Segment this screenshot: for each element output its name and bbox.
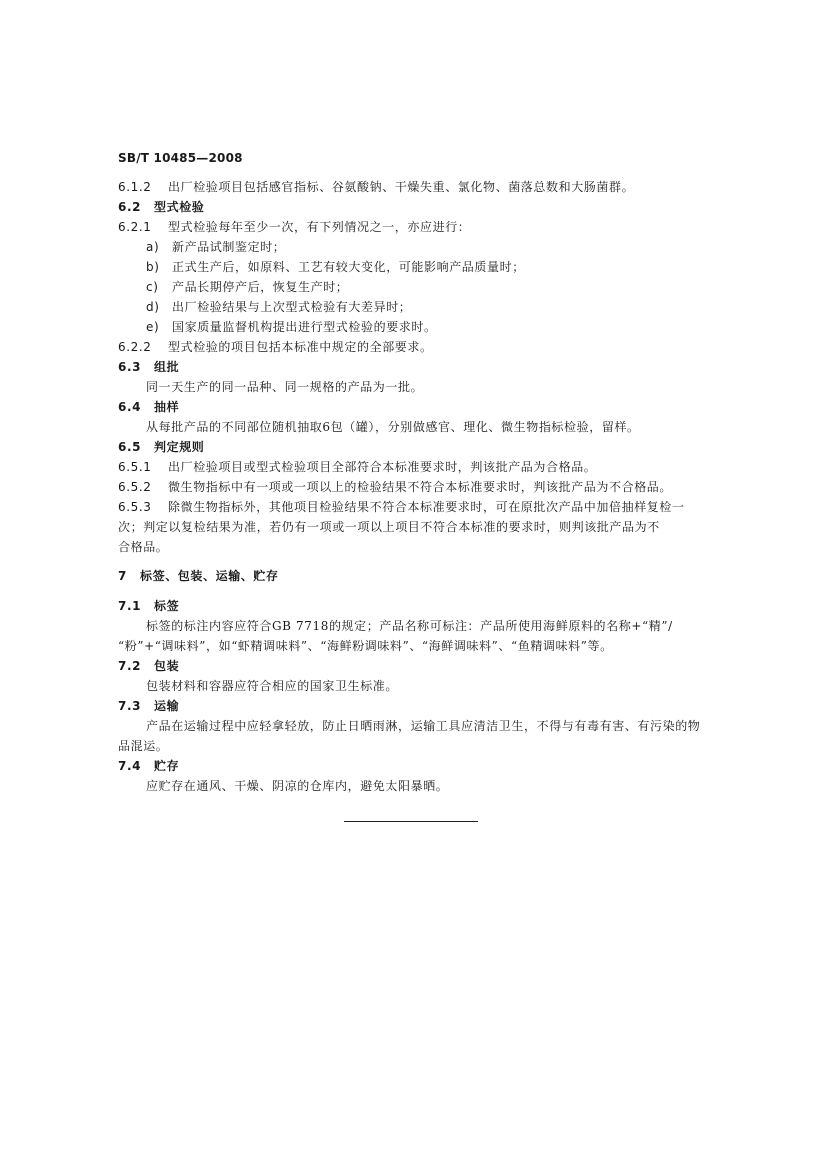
paragraph-continuation: 次；判定以复检结果为准，若仍有一项或一项以上项目不符合本标准的要求时，则判该批产品为不 [118, 520, 660, 534]
paragraph: 从每批产品的不同部位随机抽取6包（罐），分别做感官、理化、微生物指标检验，留样。 [146, 420, 640, 434]
clause-text: 微生物指标中有一项或一项以上的检验结果不符合本标准要求时，判该批产品为不合格品。 [168, 480, 673, 494]
section-7-1 [118, 598, 179, 614]
section-number: 6.4 [118, 400, 142, 414]
section-number: 6.5 [118, 440, 142, 454]
section-6-2 [118, 199, 204, 215]
clause-number: 6.1.2 [118, 180, 152, 194]
clause-text: 出厂检验项目包括感官指标、谷氨酸钠、干燥失重、氯化物、菌落总数和大肠菌群。 [168, 180, 635, 194]
list-marker: c) [146, 280, 159, 294]
list-marker: b) [146, 260, 160, 274]
end-rule [344, 821, 478, 822]
section-6-4 [118, 399, 179, 415]
list-item-a [146, 239, 285, 255]
paragraph-continuation: 品混运。 [118, 739, 169, 753]
paragraph-continuation: 合格品。 [118, 540, 169, 554]
list-text: 国家质量监督机构提出进行型式检验的要求时。 [172, 320, 437, 334]
section-number: 7.1 [118, 599, 142, 613]
paragraph: 包装材料和容器应符合相应的国家卫生标准。 [146, 679, 399, 693]
section-title: 运输 [154, 699, 180, 713]
section-7-4 [118, 758, 179, 774]
list-text: 出厂检验结果与上次型式检验有大差异时； [172, 300, 412, 314]
section-title: 组批 [154, 360, 180, 374]
list-item-b [146, 259, 525, 275]
section-title: 判定规则 [154, 440, 205, 454]
section-title: 抽样 [154, 400, 180, 414]
list-text: 产品长期停产后，恢复生产时； [172, 280, 349, 294]
clause-6-2-1 [118, 219, 470, 235]
clause-number: 6.2.1 [118, 220, 152, 234]
list-marker: e) [146, 320, 160, 334]
section-number: 7.2 [118, 659, 142, 673]
section-6-5 [118, 439, 204, 455]
clause-number: 6.5.3 [118, 500, 152, 514]
section-number: 7.4 [118, 759, 142, 773]
list-text: 新产品试制鉴定时； [172, 240, 286, 254]
list-marker: d) [146, 300, 160, 314]
section-6-3 [118, 359, 179, 375]
chapter-number: 7 [118, 569, 127, 583]
section-title: 贮存 [154, 759, 180, 773]
list-text: 正式生产后，如原料、工艺有较大变化，可能影响产品质量时； [172, 260, 525, 274]
list-item-c [146, 279, 348, 295]
clause-6-5-3 [118, 499, 685, 515]
paragraph: 应贮存在通风、干燥、阴凉的仓库内，避免太阳暴晒。 [146, 779, 449, 793]
section-number: 6.2 [118, 200, 142, 214]
paragraph-continuation: “粉”+“调味料”，如“虾精调味料”、“海鲜粉调味料”、“海鲜调味料”、“鱼精调味料”等。 [118, 639, 613, 653]
list-item-e [146, 319, 437, 335]
clause-number: 6.5.2 [118, 480, 152, 494]
section-number: 7.3 [118, 699, 142, 713]
clause-text: 型式检验的项目包括本标准中规定的全部要求。 [168, 340, 433, 354]
clause-number: 6.5.1 [118, 460, 152, 474]
chapter-7 [118, 568, 279, 584]
section-title: 标签 [154, 599, 180, 613]
section-7-3 [118, 698, 179, 714]
clause-text: 出厂检验项目或型式检验项目全部符合本标准要求时，判该批产品为合格品。 [168, 460, 597, 474]
section-7-2 [118, 658, 179, 674]
clause-6-1-2 [118, 179, 634, 195]
list-item-d [146, 299, 411, 315]
clause-6-5-1 [118, 459, 596, 475]
clause-6-5-2 [118, 479, 672, 495]
section-title: 包装 [154, 659, 180, 673]
section-title: 型式检验 [154, 200, 205, 214]
section-number: 6.3 [118, 360, 142, 374]
clause-text: 型式检验每年至少一次，有下列情况之一，亦应进行： [168, 220, 471, 234]
clause-6-2-2 [118, 339, 433, 355]
clause-text: 除微生物指标外，其他项目检验结果不符合本标准要求时，可在原批次产品中加倍抽样复检一 [168, 500, 685, 514]
standard-header: SB/T 10485—2008 [118, 151, 243, 165]
paragraph: 产品在运输过程中应轻拿轻放，防止日晒雨淋，运输工具应清洁卫生，不得与有毒有害、有污染的物 [146, 719, 701, 733]
chapter-title: 标签、包装、运输、贮存 [140, 569, 279, 583]
list-marker: a) [146, 240, 160, 254]
paragraph: 标签的标注内容应符合GB 7718的规定；产品名称可标注：产品所使用海鲜原料的名称+“精”/ [146, 619, 673, 633]
clause-number: 6.2.2 [118, 340, 152, 354]
paragraph: 同一天生产的同一品种、同一规格的产品为一批。 [146, 380, 424, 394]
